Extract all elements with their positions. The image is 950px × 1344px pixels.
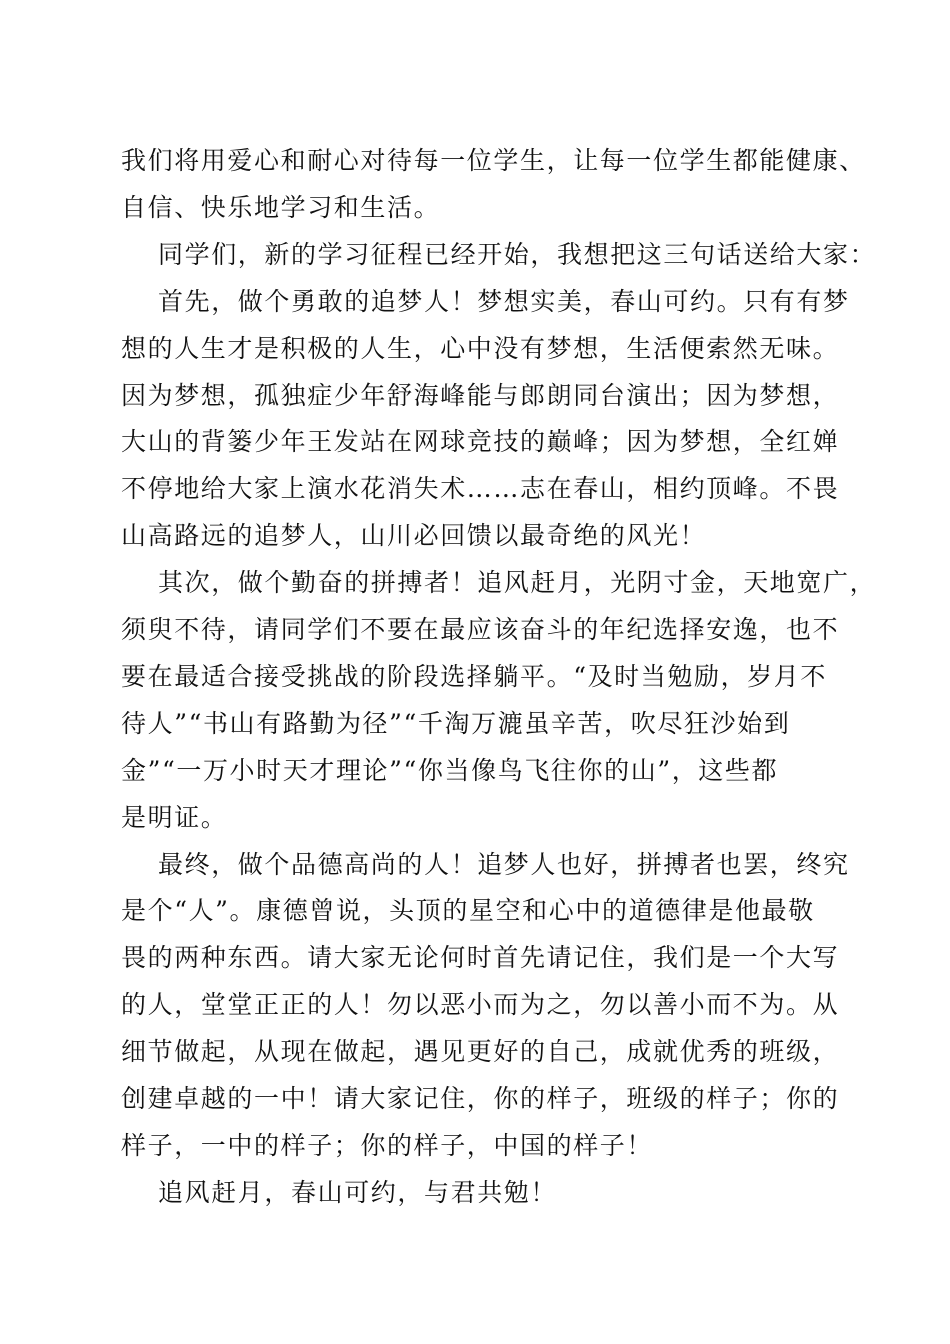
text-line: 想的人生才是积极的人生，心中没有梦想，生活便索然无味。 [121, 334, 840, 363]
text-line: 细节做起，从现在做起，遇见更好的自己，成就优秀的班级， [121, 1037, 840, 1066]
text-line: 须臾不待，请同学们不要在最应该奋斗的年纪选择安逸，也不 [121, 615, 840, 644]
text-line: 是个“人”。康德曾说，头顶的星空和心中的道德律是他最敬 [121, 896, 815, 925]
paragraph-start: 最终，做个品德高尚的人！追梦人也好，拼搏者也罢，终究 [158, 850, 850, 879]
text-line: 要在最适合接受挑战的阶段选择躺平。“及时当勉励，岁月不 [121, 662, 827, 691]
paragraph-start: 其次，做个勤奋的拼搏者！追风赶月，光阴寸金，天地宽广， [158, 568, 877, 597]
text-line: 创建卓越的一中！请大家记住，你的样子，班级的样子；你的 [121, 1084, 840, 1113]
paragraph-start: 首先，做个勇敢的追梦人！梦想实美，春山可约。只有有梦 [158, 287, 850, 316]
text-line: 大山的背篓少年王发站在网球竞技的巅峰；因为梦想，全红婵 [121, 427, 840, 456]
text-line: 因为梦想，孤独症少年舒海峰能与郎朗同台演出；因为梦想， [121, 381, 840, 410]
text-line: 样子，一中的样子；你的样子，中国的样子！ [121, 1131, 654, 1160]
text-line: 待人”“书山有路勤为径”“千淘万漉虽辛苦，吹尽狂沙始到 [121, 709, 791, 738]
text-line: 不停地给大家上演水花消失术……志在春山，相约顶峰。不畏 [121, 474, 840, 503]
text-line: 我们将用爱心和耐心对待每一位学生，让每一位学生都能健康、 [121, 146, 866, 175]
text-line: 自信、快乐地学习和生活。 [121, 193, 441, 222]
text-line: 的人，堂堂正正的人！勿以恶小而为之，勿以善小而不为。从 [121, 990, 840, 1019]
text-line: 山高路远的追梦人，山川必回馈以最奇绝的风光！ [121, 521, 707, 550]
text-line: 金”“一万小时天才理论”“你当像鸟飞往你的山”，这些都 [121, 756, 779, 785]
text-line: 畏的两种东西。请大家无论何时首先请记住，我们是一个大写 [121, 943, 840, 972]
closing-line: 追风赶月，春山可约，与君共勉！ [158, 1178, 558, 1207]
paragraph-start: 同学们，新的学习征程已经开始，我想把这三句话送给大家： [158, 240, 877, 269]
text-line: 是明证。 [121, 803, 228, 832]
